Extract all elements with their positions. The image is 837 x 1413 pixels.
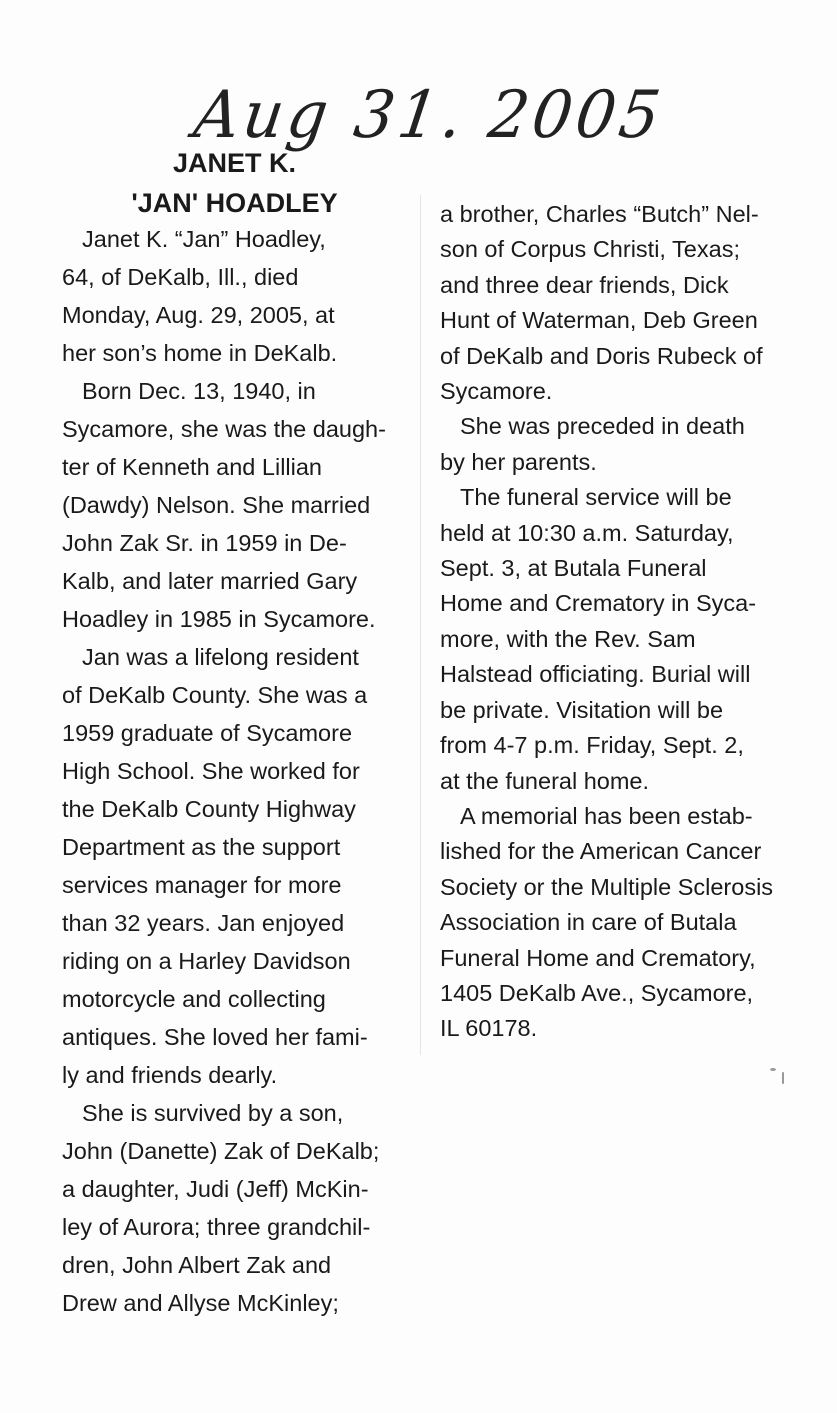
- text-line: Jan was a lifelong resident: [82, 644, 359, 670]
- obituary-headline: [62, 143, 407, 223]
- text-line: antiques. She loved her fami-: [62, 1024, 368, 1050]
- text-line: ley of Aurora; three grandchil-: [62, 1214, 371, 1240]
- text-line: motorcycle and collecting: [62, 986, 326, 1012]
- text-line: ter of Kenneth and Lillian: [62, 454, 322, 480]
- text-line: than 32 years. Jan enjoyed: [62, 910, 345, 936]
- text-line: at the funeral home.: [440, 767, 650, 794]
- text-line: son of Corpus Christi, Texas;: [440, 236, 740, 263]
- text-line: from 4-7 p.m. Friday, Sept. 2,: [440, 732, 744, 759]
- text-line: Sycamore, she was the daugh-: [62, 416, 386, 442]
- text-line: Janet K. “Jan” Hoadley,: [82, 226, 326, 252]
- text-line: (Dawdy) Nelson. She married: [62, 492, 371, 518]
- text-line: Society or the Multiple Sclerosis: [440, 873, 774, 900]
- text-line: by her parents.: [440, 448, 597, 475]
- paragraph: [62, 220, 407, 372]
- paragraph: [62, 372, 407, 638]
- text-line: lished for the American Cancer: [440, 838, 762, 865]
- text-line: Hoadley in 1985 in Sycamore.: [62, 606, 376, 632]
- text-line: A memorial has been estab-: [460, 802, 753, 829]
- text-line: Funeral Home and Crematory,: [440, 944, 756, 971]
- text-line: 64, of DeKalb, Ill., died: [62, 264, 299, 290]
- text-line: 1405 DeKalb Ave., Sycamore,: [440, 979, 754, 1006]
- paragraph: [440, 409, 815, 480]
- text-line: Sycamore.: [440, 378, 553, 405]
- text-line: riding on a Harley Davidson: [62, 948, 351, 974]
- text-line: services manager for more: [62, 872, 342, 898]
- text-line: Hunt of Waterman, Deb Green: [440, 307, 758, 334]
- text-line: High School. She worked for: [62, 758, 360, 784]
- paragraph: [440, 799, 815, 1047]
- paragraph: [62, 1094, 407, 1322]
- text-line: a daughter, Judi (Jeff) McKin-: [62, 1176, 369, 1202]
- text-line: IL 60178.: [440, 1015, 538, 1042]
- paragraph: [440, 480, 815, 799]
- column-divider: [420, 195, 421, 1055]
- text-line: Born Dec. 13, 1940, in: [82, 378, 316, 404]
- text-line: Department as the support: [62, 834, 341, 860]
- text-line: She was preceded in death: [460, 413, 745, 440]
- left-column: [62, 220, 407, 1322]
- text-line: of DeKalb and Doris Rubeck of: [440, 342, 763, 369]
- headline-line-1: JANET K.: [172, 148, 297, 178]
- text-line: more, with the Rev. Sam: [440, 625, 696, 652]
- scan-speck: [782, 1072, 784, 1084]
- text-line: the DeKalb County Highway: [62, 796, 356, 822]
- right-column: [440, 197, 815, 1047]
- text-line: ly and friends dearly.: [62, 1062, 278, 1088]
- text-line: and three dear friends, Dick: [440, 271, 729, 298]
- text-line: John (Danette) Zak of DeKalb;: [62, 1138, 380, 1164]
- text-line: Halstead officiating. Burial will: [440, 661, 751, 688]
- text-line: John Zak Sr. in 1959 in De-: [62, 530, 347, 556]
- text-line: She is survived by a son,: [82, 1100, 344, 1126]
- text-line: The funeral service will be: [460, 484, 732, 511]
- text-line: be private. Visitation will be: [440, 696, 724, 723]
- scan-speck: [770, 1068, 776, 1071]
- text-line: Monday, Aug. 29, 2005, at: [62, 302, 335, 328]
- text-line: Drew and Allyse McKinley;: [62, 1290, 339, 1316]
- text-line: Home and Crematory in Syca-: [440, 590, 757, 617]
- paragraph: [62, 638, 407, 1094]
- text-line: held at 10:30 a.m. Saturday,: [440, 519, 734, 546]
- text-line: Association in care of Butala: [440, 909, 737, 936]
- text-line: Kalb, and later married Gary: [62, 568, 358, 594]
- handwritten-date: Aug 31. 2005: [189, 76, 669, 153]
- text-line: 1959 graduate of Sycamore: [62, 720, 353, 746]
- paragraph: [440, 197, 815, 409]
- text-line: a brother, Charles “Butch” Nel-: [440, 201, 759, 227]
- text-line: Sept. 3, at Butala Funeral: [440, 555, 707, 582]
- headline-line-2: 'JAN' HOADLEY: [131, 188, 338, 218]
- text-line: of DeKalb County. She was a: [62, 682, 368, 708]
- text-line: her son’s home in DeKalb.: [62, 340, 338, 366]
- text-line: dren, John Albert Zak and: [62, 1252, 332, 1278]
